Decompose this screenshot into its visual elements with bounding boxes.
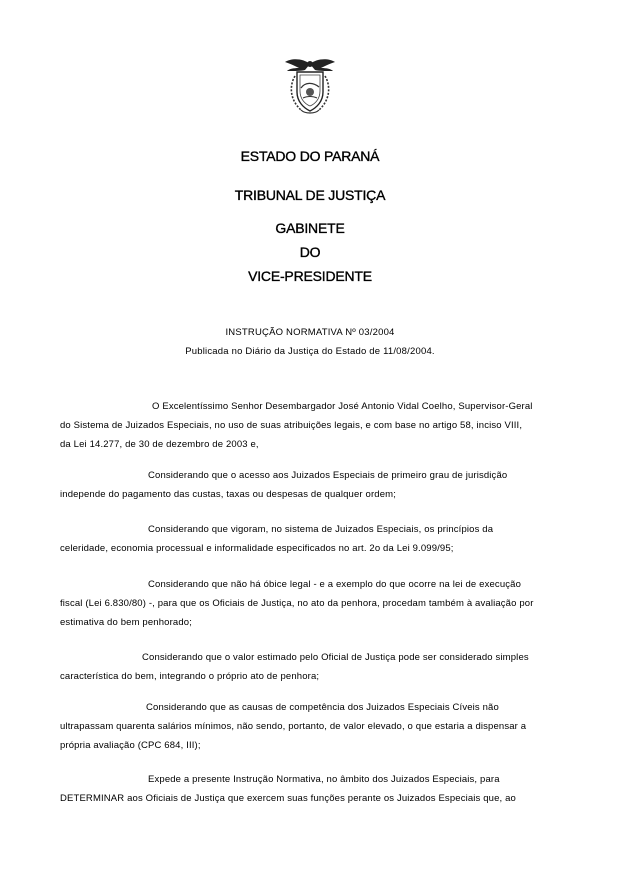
office-title-line2: DO xyxy=(299,244,321,260)
text-line: Considerando que não há óbice legal - e a exemplo do que ocorre na lei de execução xyxy=(148,579,522,590)
text-line: fiscal (Lei 6.830/80) -, para que os Oficiais de Justiça, no ato da penhora, procedam também à avaliação por xyxy=(60,598,534,609)
text-line: Expede a presente Instrução Normativa, no âmbito dos Juizados Especiais, para xyxy=(148,774,500,785)
text-line: DETERMINAR aos Oficiais de Justiça que exercem suas funções perante os Juizados Especiais que, ao xyxy=(60,793,516,804)
publication-note: Publicada no Diário da Justiça do Estado de 11/08/2004. xyxy=(185,346,435,357)
state-title: ESTADO DO PARANÁ xyxy=(240,148,380,164)
paragraph-considering-1 xyxy=(60,466,562,504)
text-line: própria avaliação (CPC 684, III); xyxy=(60,740,201,751)
instruction-title: INSTRUÇÃO NORMATIVA Nº 03/2004 xyxy=(225,327,395,338)
text-line: celeridade, economia processual e informalidade especificados no art. 2o da Lei 9.099/95; xyxy=(60,543,454,554)
office-title-line3: VICE-PRESIDENTE xyxy=(248,268,372,284)
paragraph-preamble xyxy=(60,397,562,454)
text-line: O Excelentíssimo Senhor Desembargador José Antonio Vidal Coelho, Supervisor-Geral xyxy=(152,401,533,412)
text-line: característica do bem, integrando o próprio ato de penhora; xyxy=(60,671,320,682)
text-line: do Sistema de Juizados Especiais, no uso de suas atribuições legais, e com base no artigo 58, inciso VIII, xyxy=(60,420,523,431)
text-line: Considerando que o valor estimado pelo Oficial de Justiça pode ser considerado simples xyxy=(142,652,529,663)
text-line: Considerando que as causas de competência dos Juizados Especiais Cíveis não xyxy=(146,702,499,713)
court-title: TRIBUNAL DE JUSTIÇA xyxy=(234,187,386,203)
text-line: Considerando que vigoram, no sistema de Juizados Especiais, os princípios da xyxy=(148,524,494,535)
paragraph-considering-5 xyxy=(60,698,562,755)
text-line: ultrapassam quarenta salários mínimos, não sendo, portanto, de valor elevado, o que estaria a dispensar a xyxy=(60,721,527,732)
paragraph-considering-3 xyxy=(60,575,562,632)
coat-of-arms-icon xyxy=(283,56,337,116)
paragraph-resolution xyxy=(60,770,562,808)
text-line: independe do pagamento das custas, taxas ou despesas de qualquer ordem; xyxy=(60,489,396,500)
text-line: estimativa do bem penhorado; xyxy=(60,617,192,628)
text-line: Considerando que o acesso aos Juizados Especiais de primeiro grau de jurisdição xyxy=(148,470,508,481)
text-line: da Lei 14.277, de 30 de dezembro de 2003 e, xyxy=(60,439,259,450)
paragraph-considering-4 xyxy=(60,648,562,686)
office-title-line1: GABINETE xyxy=(275,220,345,236)
paragraph-considering-2 xyxy=(60,520,562,558)
